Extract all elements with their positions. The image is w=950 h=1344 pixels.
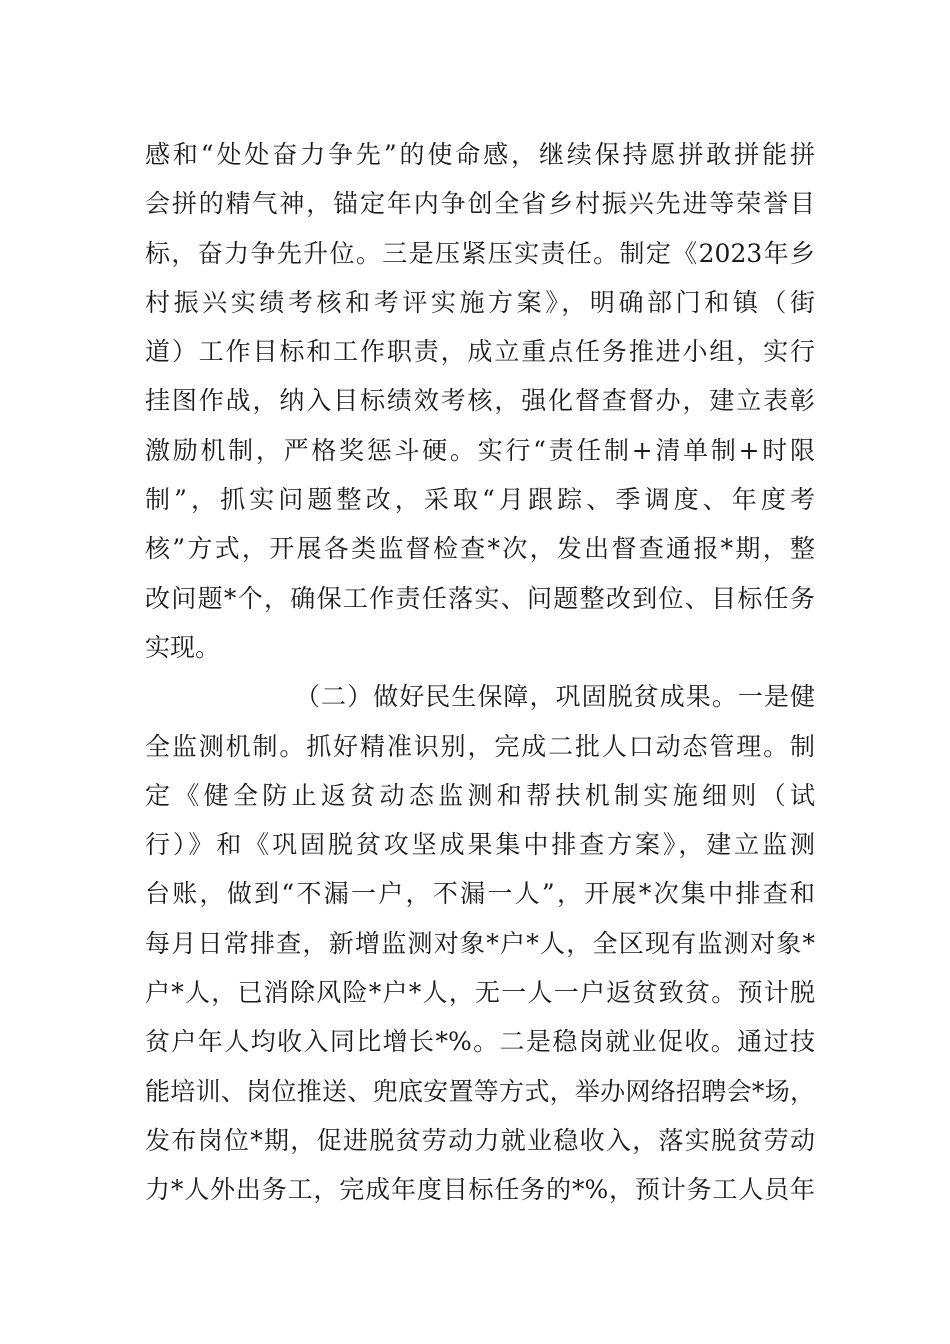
text-line: 改问题*个，确保工作责任落实、问题整改到位、目标任务	[145, 583, 815, 613]
text-line: 感和“处处奋力争先”的使命感，继续保持愿拼敢拼能拼	[145, 140, 815, 169]
text-line: 挂图作战，纳入目标绩效考核，强化督查督办，建立表彰	[145, 386, 815, 416]
text-line: 标，奋力争先升位。三是压紧压实责任。制定《2023年乡	[145, 238, 815, 268]
text-line: 贫户年人均收入同比增长*%。二是稳岗就业促收。通过技	[145, 1027, 815, 1057]
paragraph-2	[145, 672, 815, 1214]
text-line: 能培训、岗位推送、兜底安置等方式，举办网络招聘会*场，	[145, 1076, 815, 1106]
text-line: 定《健全防止返贫动态监测和帮扶机制实施细则（试	[145, 780, 815, 810]
paragraph-1	[145, 130, 815, 672]
body-text	[145, 130, 815, 1215]
text-line: 村振兴实绩考核和考评实施方案》，明确部门和镇（街	[145, 287, 815, 317]
text-line: 道）工作目标和工作职责，成立重点任务推进小组，实行	[145, 337, 815, 367]
text-line: 制”，抓实问题整改，采取“月跟踪、季调度、年度考	[145, 485, 815, 515]
text-line: 发布岗位*期，促进脱贫劳动力就业稳收入，落实脱贫劳动	[145, 1125, 815, 1155]
text-line: 力*人外出务工，完成年度目标任务的*%，预计务工人员年	[145, 1175, 815, 1205]
section-heading-line: （二）做好民生保障，巩固脱贫成果。一是健	[295, 682, 815, 712]
text-line: 全监测机制。抓好精准识别，完成二批人口动态管理。制	[145, 731, 815, 761]
text-line: 核”方式，开展各类监督检查*次，发出督查通报*期，整	[145, 534, 815, 564]
text-line: 行）》和《巩固脱贫攻坚成果集中排查方案》，建立监测	[145, 830, 815, 860]
text-line: 户*人，已消除风险*户*人，无一人一户返贫致贫。预计脱	[145, 978, 815, 1008]
text-line: 实现。	[145, 632, 221, 662]
text-line: 激励机制，严格奖惩斗硬。实行“责任制+清单制+时限	[145, 435, 815, 465]
text-line: 会拼的精气神，锚定年内争创全省乡村振兴先进等荣誉目	[145, 189, 815, 219]
text-line: 每月日常排查，新增监测对象*户*人，全区现有监测对象*	[145, 928, 815, 958]
text-line: 台账，做到“不漏一户，不漏一人”，开展*次集中排查和	[145, 879, 815, 909]
